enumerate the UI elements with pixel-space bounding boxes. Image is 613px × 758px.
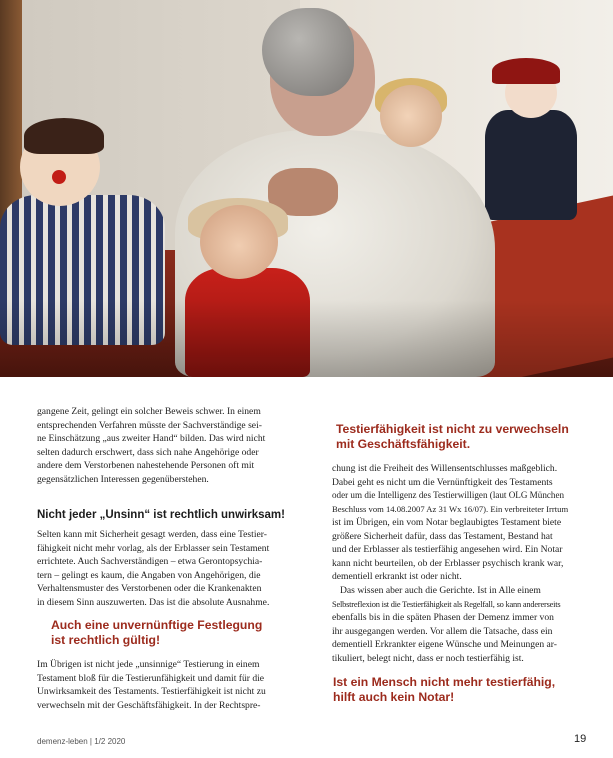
text-line: ihr ausgegangen werden. Vor allem die Tatsache, dass ein (332, 625, 553, 637)
right-paragraph-2 (332, 584, 585, 665)
text-line: tikuliert, belegt nicht, dass er noch testierfähig ist. (332, 652, 524, 664)
text-line: Selten kann mit Sicherheit gesagt werden, dass eine Testier- (37, 529, 267, 540)
heading-line: Testierfähigkeit ist nicht zu verwechseln (336, 422, 569, 436)
text-line (332, 584, 585, 598)
heading-line: ist rechtlich gültig! (51, 633, 161, 647)
text-line: Unwirksamkeit des Testaments. Testierfähigkeit ist nicht zu (37, 686, 266, 697)
left-red-heading (51, 618, 262, 648)
text-line: ebenfalls bis in die späten Phasen der Demenz immer von (332, 612, 554, 623)
photo-woman-hair (262, 8, 354, 96)
heading-line: Ist ein Mensch nicht mehr testierfähig, (333, 675, 556, 689)
text-line: oder um die Intelligenz des Testierwilligen (laut OLG München (332, 490, 565, 500)
text-line: tern – gelingt es kaum, die Angaben von Angehörigen, die (37, 569, 261, 581)
photo-clown-doll-right-hat (492, 58, 560, 84)
text-line: kann nicht beurteilen, ob der Erblasser psychisch krank war, (332, 557, 564, 569)
photo-clown-doll-right-body (485, 110, 577, 220)
text-line: errichtete. Auch Sachverständigen – etwa Gerontopsychia- (37, 556, 263, 567)
text-line: Testament bloß für die Testierunfähigkeit und damit für die (37, 672, 265, 684)
photo-red-dress-doll-head (200, 205, 278, 279)
footer-publication: demenz-leben | 1/2 2020 (37, 737, 126, 746)
text-span: Das wissen aber auch die Gerichte. Ist in Alle einem (340, 585, 541, 596)
text-line: dementiell Erkrankter eigene Wünsche und Meinungen ar- (332, 639, 557, 650)
photo-clown-doll-left-nose (52, 170, 66, 184)
photo-clown-doll-left-hat (24, 118, 104, 154)
text-line: entsprechenden Verfahren müsste der Sachverständige sei- (37, 419, 262, 431)
left-paragraph-2 (37, 528, 297, 609)
right-red-heading-2 (333, 675, 555, 705)
text-line: Dabei geht es nicht um die Vernünftigkeit des Testaments (332, 476, 553, 488)
article-photo (0, 0, 613, 377)
photo-bottom-shade (0, 300, 613, 377)
photo-blonde-doll-head (380, 85, 442, 147)
text-line: und der Erblasser als testierfähig angesehen wird. Ein Notar (332, 544, 563, 555)
right-paragraph-1 (332, 462, 585, 584)
text-line: verwechseln mit der Geschäftsfähigkeit. In der Rechtspre- (37, 699, 261, 711)
left-paragraph-1 (37, 405, 297, 486)
left-paragraph-3 (37, 658, 297, 712)
text-line: Selbstreflexion ist die Testierfähigkeit als Regelfall, so kann andererseits (332, 599, 561, 609)
text-line: Verhaltensmuster des Verstorbenen oder die Krankenakten (37, 583, 262, 594)
text-line: gangene Zeit, gelingt ein solcher Beweis schwer. In einem (37, 406, 261, 417)
text-line: selten dadurch erschwert, dass sich nahe Angehörige oder (37, 446, 259, 458)
text-line: chung ist die Freiheit des Willensentschlusses maßgeblich. (332, 463, 558, 474)
text-line: ne Einschätzung „aus zweiter Hand“ bilden. Das wird nicht (37, 433, 266, 444)
right-red-heading-1 (336, 422, 569, 452)
text-line: größere Sicherheit dafür, dass das Testament, Bestand hat (332, 530, 553, 542)
heading-line: Auch eine unvernünftige Festlegung (51, 618, 263, 632)
text-line: Im Übrigen ist nicht jede „unsinnige“ Testierung in einem (37, 659, 260, 670)
heading-line: hilft auch kein Notar! (333, 690, 455, 704)
left-subheading-1: Nicht jeder „Unsinn“ ist rechtlich unwirksam! (37, 509, 285, 521)
text-line: dementiell erkrankt ist oder nicht. (332, 571, 462, 582)
text-line: Beschluss vom 14.08.2007 Az 31 Wx 16/07). Ein verbreiteter Irrtum (332, 503, 569, 514)
text-line: gegensätzlichen Interessen gegenüberstehen. (37, 473, 209, 485)
text-line: fähigkeit nicht mehr vorlag, als der Erblasser sein Testament (37, 542, 270, 554)
text-line: ist im Übrigen, ein vom Notar beglaubigtes Testament biete (332, 517, 562, 528)
page-number: 19 (574, 733, 587, 745)
text-line: andere dem Verstorbenen nahestehende Personen oft mit (37, 460, 255, 471)
text-line: in diesem Sinn auszuwerten. Das ist die absolute Ausnahme. (37, 596, 270, 608)
heading-line: mit Geschäftsfähigkeit. (336, 437, 471, 451)
